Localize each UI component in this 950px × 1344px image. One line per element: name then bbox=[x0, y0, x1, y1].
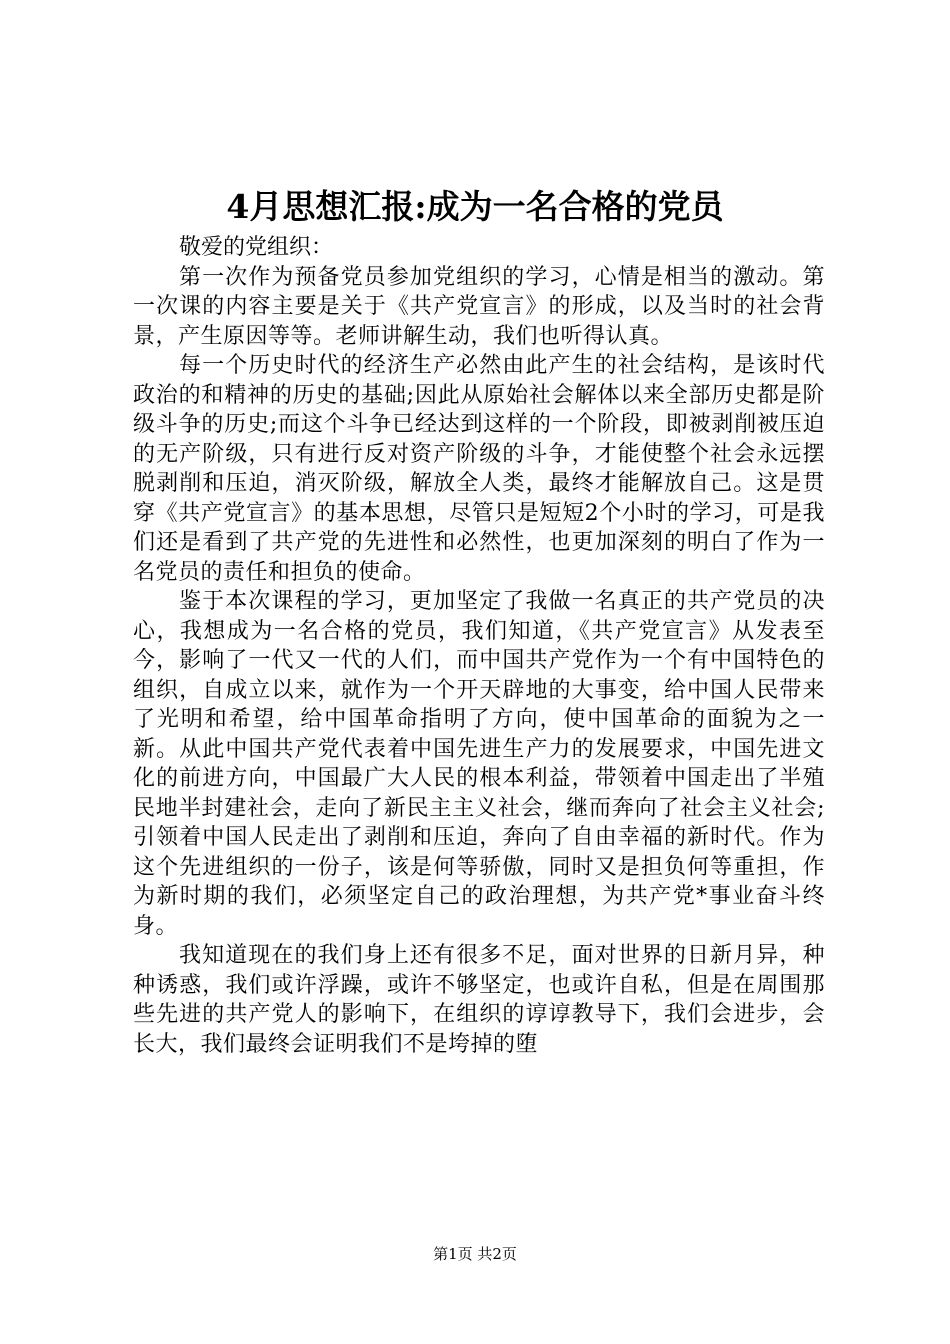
document-title: 4月思想汇报:成为一名合格的党员 bbox=[226, 187, 724, 226]
document-body bbox=[133, 233, 825, 1059]
paragraph: 鉴于本次课程的学习，更加坚定了我做一名真正的共产党员的决心，我想成为一名合格的党员，我们知道，《共产党宣言》从发表至今，影响了一代又一代的人们，而中国共产党作为一个有中国特色的组织，自成立以来，就作为一个开天辟地的大事变，给中国人民带来了光明和希望，给中国革命指明了方向，使中国革命的面貌为之一新。从此中国共产党代表着中国先进生产力的发展要求，中国先进文化的前进方向，中国最广大人民的根本利益，带领着中国走出了半殖民地半封建社会，走向了新民主主义社会，继而奔向了社会主义社会;引领着中国人民走出了剥削和压迫，奔向了自由幸福的新时代。作为这个先进组织的一份子，该是何等骄傲，同时又是担负何等重担，作为新时期的我们，必须坚定自己的政治理想，为共产党*事业奋斗终身。 bbox=[133, 589, 825, 939]
paragraph: 我知道现在的我们身上还有很多不足，面对世界的日新月异，种种诱惑，我们或许浮躁，或许不够坚定，也或许自私，但是在周围那些先进的共产党人的影响下，在组织的谆谆教导下，我们会进步，会长大，我们最终会证明我们不是垮掉的堕 bbox=[133, 943, 825, 1057]
paragraph: 第一次作为预备党员参加党组织的学习，心情是相当的激动。第一次课的内容主要是关于《共产党宣言》的形成，以及当时的社会背景，产生原因等等。老师讲解生动，我们也听得认真。 bbox=[133, 264, 825, 349]
salutation: 敬爱的党组织： bbox=[179, 235, 334, 260]
paragraph: 每一个历史时代的经济生产必然由此产生的社会结构，是该时代政治的和精神的历史的基础;因此从原始社会解体以来全部历史都是阶级斗争的历史;而这个斗争已经达到这样的一个阶段，即被剥削被压迫的无产阶级，只有进行反对资产阶级的斗争，才能使整个社会永远摆脱剥削和压迫，消灭阶级，解放全人类，最终才能解放自己。这是贯穿《共产党宣言》的基本思想，尽管只是短短2个小时的学习，可是我们还是看到了共产党的先进性和必然性，也更加深刻的明白了作为一名党员的责任和担负的使命。 bbox=[133, 353, 825, 585]
page-number-footer: 第1页 共2页 bbox=[433, 1245, 517, 1263]
